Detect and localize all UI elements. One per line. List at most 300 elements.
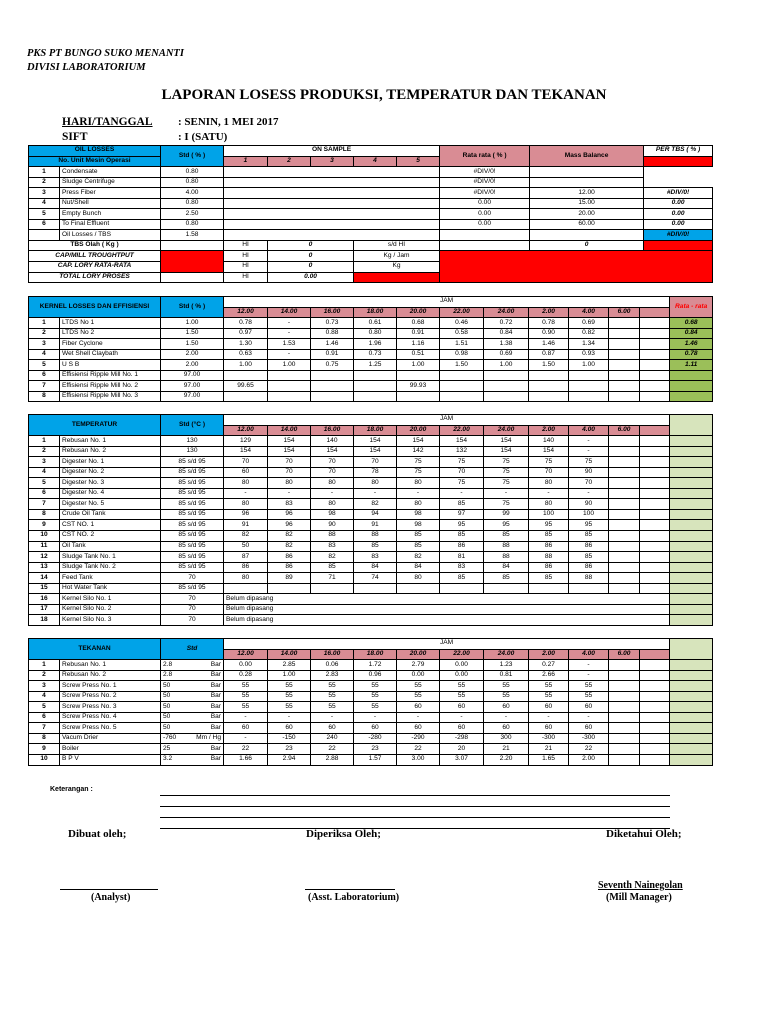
blank-cell — [640, 467, 670, 478]
row-mass — [530, 177, 644, 188]
row-name: U S B — [60, 360, 161, 371]
row-number: 6 — [29, 370, 60, 381]
table-row — [29, 531, 713, 542]
value-cell — [529, 583, 569, 594]
value-cell: 0.80 — [354, 328, 397, 339]
blank-cell — [640, 457, 670, 468]
row-rata: 1.11 — [670, 360, 713, 371]
row-rata — [670, 381, 713, 392]
row-std: 1.58 — [161, 230, 224, 241]
row-name: Nut/Shell — [60, 198, 161, 209]
value-cell: 90 — [311, 520, 354, 531]
row-unit: Bar — [194, 660, 224, 671]
value-cell: 100 — [569, 509, 609, 520]
blank-cell — [640, 562, 670, 573]
value-cell: 55 — [484, 691, 529, 702]
value-cell: - — [224, 712, 268, 723]
value-cell: - — [224, 488, 268, 499]
kernel-header-std: Std ( % ) — [161, 297, 224, 318]
value-cell: 75 — [440, 457, 484, 468]
row-unit: Bar — [194, 755, 224, 766]
value-cell — [609, 446, 640, 457]
row-std: 50 — [161, 681, 194, 692]
value-cell: 154 — [440, 436, 484, 447]
row-name: Effisiensi Ripple Mill No. 2 — [60, 381, 161, 392]
value-cell: 0.82 — [569, 328, 609, 339]
value-cell: 55 — [440, 691, 484, 702]
row-std: 130 — [161, 436, 224, 447]
total-lory-value: 0.00 — [268, 272, 354, 283]
row-number: 1 — [29, 436, 60, 447]
value-cell: 74 — [354, 573, 397, 584]
value-cell: 80 — [529, 478, 569, 489]
value-cell: 23 — [268, 744, 311, 755]
value-cell: 75 — [484, 499, 529, 510]
value-cell: 80 — [397, 499, 440, 510]
row-std: 2.00 — [161, 360, 224, 371]
table-row — [29, 209, 713, 220]
value-cell — [224, 370, 268, 381]
value-cell: 1.57 — [354, 755, 397, 766]
row-rata: 0.00 — [440, 198, 530, 209]
row-unit: Mm / Hg — [194, 733, 224, 744]
value-cell: 85 — [569, 531, 609, 542]
page-title: LAPORAN LOSESS PRODUKSI, TEMPERATUR DAN TEKANAN — [161, 87, 607, 103]
value-cell: 154 — [268, 446, 311, 457]
value-cell: - — [397, 712, 440, 723]
value-cell — [484, 391, 529, 402]
value-cell: 60 — [354, 723, 397, 734]
sample-cell — [224, 230, 440, 241]
value-cell: 60 — [440, 723, 484, 734]
value-cell: 83 — [268, 499, 311, 510]
avg-cell — [670, 583, 713, 594]
hour-header: 2.00 — [529, 307, 569, 318]
row-number: 18 — [29, 615, 60, 626]
value-cell: 90 — [569, 467, 609, 478]
value-cell — [609, 691, 640, 702]
row-std: 85 s/d 95 — [161, 531, 224, 542]
row-std: 0.80 — [161, 198, 224, 209]
analyst-label: (Analyst) — [91, 892, 131, 903]
row-rata: 1.46 — [670, 339, 713, 350]
value-cell — [354, 583, 397, 594]
avg-cell — [670, 446, 713, 457]
value-cell — [529, 391, 569, 402]
row-name: Vacum Drier — [60, 733, 161, 744]
hour-header: 22.00 — [440, 649, 484, 660]
value-cell: 82 — [268, 531, 311, 542]
value-cell: 70 — [268, 457, 311, 468]
value-cell: 154 — [311, 446, 354, 457]
keterangan-label: Keterangan : — [50, 786, 93, 793]
row-pertbs: #DIV/0! — [644, 188, 713, 199]
value-cell — [609, 552, 640, 563]
blank-cell — [640, 744, 670, 755]
row-number: 4 — [29, 198, 60, 209]
value-cell: 88 — [569, 573, 609, 584]
table-row — [29, 370, 713, 381]
hour-header: 18.00 — [354, 425, 397, 436]
cap-unit: Kg / Jam — [354, 251, 440, 262]
value-cell: 98 — [397, 509, 440, 520]
company-name: PKS PT BUNGO SUKO MENANTI — [27, 48, 184, 59]
value-cell — [484, 381, 529, 392]
oil-col: 1 — [224, 156, 268, 167]
avg-cell — [670, 755, 713, 766]
row-name: CST NO. 1 — [60, 520, 161, 531]
value-cell: 82 — [397, 552, 440, 563]
value-cell: 60 — [397, 702, 440, 713]
row-name: Rebusan No. 2 — [60, 670, 161, 681]
value-cell: 0.90 — [529, 328, 569, 339]
row-name: Empty Bunch — [60, 209, 161, 220]
value-cell: 1.46 — [529, 339, 569, 350]
table-row — [29, 219, 713, 230]
value-cell — [609, 499, 640, 510]
value-cell: 80 — [224, 573, 268, 584]
value-cell: 80 — [397, 573, 440, 584]
value-cell: - — [354, 712, 397, 723]
value-cell — [569, 391, 609, 402]
value-cell: 1.96 — [354, 339, 397, 350]
row-name: Feed Tank — [60, 573, 161, 584]
table-row — [29, 744, 713, 755]
sample-cell — [224, 167, 440, 178]
blank-cell — [640, 660, 670, 671]
value-cell: -290 — [397, 733, 440, 744]
value-cell: - — [268, 328, 311, 339]
value-cell — [440, 583, 484, 594]
value-cell: 22 — [224, 744, 268, 755]
table-row — [29, 436, 713, 447]
row-rata — [670, 391, 713, 402]
value-cell: 80 — [354, 478, 397, 489]
value-cell — [609, 583, 640, 594]
value-cell: -150 — [268, 733, 311, 744]
row-std: 2.8 — [161, 670, 194, 681]
value-cell: - — [569, 436, 609, 447]
value-cell: 0.78 — [529, 318, 569, 329]
value-cell: 2.83 — [311, 670, 354, 681]
value-cell: 55 — [268, 681, 311, 692]
cap-hi: HI — [224, 251, 268, 262]
row-rata: #DIV/0! — [440, 177, 530, 188]
row-unit: Bar — [194, 723, 224, 734]
value-cell: 80 — [397, 478, 440, 489]
lory-label: CAP. LORY RATA-RATA — [29, 262, 161, 273]
row-unit: Bar — [194, 681, 224, 692]
row-number: 5 — [29, 209, 60, 220]
value-cell: -300 — [529, 733, 569, 744]
oil-col: 4 — [354, 156, 397, 167]
value-cell: 0.69 — [569, 318, 609, 329]
table-row — [29, 391, 713, 402]
row-number: 5 — [29, 360, 60, 371]
row-number: 16 — [29, 594, 60, 605]
row-name: LTDS No 1 — [60, 318, 161, 329]
value-cell: 82 — [224, 531, 268, 542]
row-number: 12 — [29, 552, 60, 563]
row-std: 0.80 — [161, 219, 224, 230]
value-cell: 75 — [529, 457, 569, 468]
row-name: B P V — [60, 755, 161, 766]
value-cell: 82 — [311, 552, 354, 563]
total-lory-label: TOTAL LORY PROSES — [29, 272, 161, 283]
avg-cell — [670, 670, 713, 681]
value-cell: 90 — [569, 499, 609, 510]
value-cell: 60 — [484, 702, 529, 713]
row-std: 70 — [161, 573, 224, 584]
row-number: 4 — [29, 691, 60, 702]
value-cell: -280 — [354, 733, 397, 744]
tek-header-jam: JAM — [224, 639, 670, 650]
oil-header-name: OIL LOSSES — [29, 146, 161, 157]
value-cell: 55 — [569, 681, 609, 692]
blank-cell — [640, 520, 670, 531]
value-cell: 55 — [311, 702, 354, 713]
value-cell: - — [268, 488, 311, 499]
value-cell: 70 — [268, 467, 311, 478]
row-name: Wet Shell Claybath — [60, 349, 161, 360]
value-cell: 71 — [311, 573, 354, 584]
value-cell: 70 — [569, 478, 609, 489]
oil-losses-table — [28, 145, 713, 283]
hour-header: 16.00 — [311, 425, 354, 436]
table-row — [29, 177, 713, 188]
value-cell — [440, 391, 484, 402]
row-number: 5 — [29, 478, 60, 489]
blank-cell — [640, 391, 670, 402]
value-cell — [609, 541, 640, 552]
row-std: 50 — [161, 712, 194, 723]
row-std: 4.00 — [161, 188, 224, 199]
shift-value: : I (SATU) — [178, 131, 228, 143]
value-cell: 0.81 — [484, 670, 529, 681]
value-cell: 99.93 — [397, 381, 440, 392]
blank-cell — [640, 446, 670, 457]
value-cell: 0.98 — [440, 349, 484, 360]
value-cell: 86 — [529, 541, 569, 552]
row-std: 85 s/d 95 — [161, 488, 224, 499]
row-pertbs: #DIV/0! — [644, 230, 713, 241]
hour-header: 4.00 — [569, 425, 609, 436]
row-number: 17 — [29, 604, 60, 615]
blank-cell — [640, 755, 670, 766]
value-cell: 1.38 — [484, 339, 529, 350]
value-cell: 94 — [354, 509, 397, 520]
value-cell: 55 — [224, 691, 268, 702]
row-number: 7 — [29, 723, 60, 734]
value-cell — [609, 573, 640, 584]
table-row — [29, 573, 713, 584]
row-std: -760 — [161, 733, 194, 744]
value-cell — [440, 381, 484, 392]
manager-name: Seventh Nainegolan — [598, 880, 683, 891]
blank-cell — [640, 499, 670, 510]
value-cell: 1.53 — [268, 339, 311, 350]
row-std: 85 s/d 95 — [161, 478, 224, 489]
avg-cell — [670, 702, 713, 713]
value-cell: - — [268, 318, 311, 329]
value-cell: 132 — [440, 446, 484, 457]
oil-header-sample: ON SAMPLE — [224, 146, 440, 157]
avg-cell — [670, 573, 713, 584]
row-rata: #DIV/0! — [440, 188, 530, 199]
value-cell — [609, 660, 640, 671]
row-number: 3 — [29, 339, 60, 350]
row-name: Rebusan No. 2 — [60, 446, 161, 457]
tek-header-std: Std — [161, 639, 224, 660]
table-row — [29, 198, 713, 209]
value-cell: 0.00 — [440, 660, 484, 671]
row-name: Screw Press No. 2 — [60, 691, 161, 702]
row-std: 25 — [161, 744, 194, 755]
value-cell: 55 — [354, 702, 397, 713]
value-cell: 2.00 — [569, 755, 609, 766]
row-std: 97.00 — [161, 381, 224, 392]
table-row — [29, 552, 713, 563]
row-name: Screw Press No. 5 — [60, 723, 161, 734]
value-cell: 70 — [354, 457, 397, 468]
value-cell: 86 — [569, 562, 609, 573]
temp-header-std: Std (°C ) — [161, 415, 224, 436]
value-cell — [354, 381, 397, 392]
value-cell: 1.00 — [224, 360, 268, 371]
value-cell: 70 — [224, 457, 268, 468]
value-cell: 0.58 — [440, 328, 484, 339]
value-cell: 70 — [529, 467, 569, 478]
value-cell — [609, 339, 640, 350]
value-cell: 129 — [224, 436, 268, 447]
value-cell — [609, 712, 640, 723]
hour-header: 20.00 — [397, 649, 440, 660]
row-name: Screw Press No. 1 — [60, 681, 161, 692]
row-name: Press Fiber — [60, 188, 161, 199]
value-cell: 80 — [529, 499, 569, 510]
table-row — [29, 594, 713, 605]
value-cell: 95 — [484, 520, 529, 531]
row-name: Sludge Tank No. 1 — [60, 552, 161, 563]
value-cell: 86 — [268, 552, 311, 563]
row-unit: Bar — [194, 702, 224, 713]
avg-cell — [670, 499, 713, 510]
hour-header: 22.00 — [440, 425, 484, 436]
value-cell: 95 — [569, 520, 609, 531]
hour-header-blank — [640, 425, 670, 436]
table-row — [29, 328, 713, 339]
value-cell: 88 — [311, 531, 354, 542]
value-cell: 98 — [311, 509, 354, 520]
value-cell: - — [268, 349, 311, 360]
value-cell: 100 — [529, 509, 569, 520]
value-cell: 60 — [569, 702, 609, 713]
row-unit: Bar — [194, 670, 224, 681]
row-note: Belum dipasang — [224, 604, 670, 615]
row-unit: Bar — [194, 691, 224, 702]
oil-header-rata: Rata rata ( % ) — [440, 146, 530, 167]
avg-cell — [670, 457, 713, 468]
value-cell: 0.96 — [354, 670, 397, 681]
value-cell — [609, 702, 640, 713]
value-cell: 86 — [529, 562, 569, 573]
hour-header: 14.00 — [268, 649, 311, 660]
sample-cell — [224, 177, 440, 188]
row-name: Digester No. 3 — [60, 478, 161, 489]
row-number: 6 — [29, 712, 60, 723]
cap-label: CAP/MILL TROUGHTPUT — [29, 251, 161, 262]
temperatur-table — [28, 414, 713, 626]
value-cell: 86 — [569, 541, 609, 552]
dibuat-label: Dibuat oleh; — [68, 828, 127, 840]
tbs-value: 0 — [268, 240, 354, 251]
value-cell: 55 — [224, 681, 268, 692]
value-cell: 3.00 — [397, 755, 440, 766]
avg-cell — [670, 660, 713, 671]
hour-header: 12.00 — [224, 425, 268, 436]
row-number: 10 — [29, 755, 60, 766]
value-cell: 55 — [311, 681, 354, 692]
row-unit: Bar — [194, 744, 224, 755]
hour-header: 6.00 — [609, 649, 640, 660]
keterangan-line — [160, 828, 670, 829]
value-cell: 154 — [224, 446, 268, 457]
row-std: 70 — [161, 604, 224, 615]
value-cell: - — [569, 488, 609, 499]
value-cell: 0.00 — [397, 670, 440, 681]
value-cell: 154 — [354, 436, 397, 447]
table-row — [29, 520, 713, 531]
sample-cell — [224, 198, 440, 209]
value-cell: 81 — [440, 552, 484, 563]
value-cell: 50 — [224, 541, 268, 552]
value-cell: 60 — [224, 723, 268, 734]
row-number: 8 — [29, 391, 60, 402]
value-cell: 55 — [397, 691, 440, 702]
hour-header: 2.00 — [529, 425, 569, 436]
row-name: Kernel Silo No. 1 — [60, 594, 161, 605]
row-number: 5 — [29, 702, 60, 713]
value-cell: 3.07 — [440, 755, 484, 766]
value-cell: 82 — [354, 499, 397, 510]
value-cell: 21 — [529, 744, 569, 755]
table-row — [29, 541, 713, 552]
value-cell: 1.23 — [484, 660, 529, 671]
value-cell: 70 — [311, 457, 354, 468]
value-cell: 75 — [440, 478, 484, 489]
value-cell: 84 — [484, 562, 529, 573]
row-number: 3 — [29, 457, 60, 468]
hour-header: 24.00 — [484, 649, 529, 660]
value-cell: 83 — [311, 541, 354, 552]
row-number: 2 — [29, 328, 60, 339]
hour-header: 12.00 — [224, 307, 268, 318]
value-cell: 0.61 — [354, 318, 397, 329]
table-row — [29, 478, 713, 489]
row-std: 85 s/d 95 — [161, 509, 224, 520]
value-cell — [609, 349, 640, 360]
row-std: 2.50 — [161, 209, 224, 220]
table-row — [29, 467, 713, 478]
row-name: Rebusan No. 1 — [60, 660, 161, 671]
row-rata — [670, 370, 713, 381]
value-cell: 82 — [268, 541, 311, 552]
value-cell: 1.34 — [569, 339, 609, 350]
value-cell: 0.78 — [224, 318, 268, 329]
value-cell: 0.06 — [311, 660, 354, 671]
row-number: 3 — [29, 681, 60, 692]
date-value: : SENIN, 1 MEI 2017 — [178, 116, 279, 128]
